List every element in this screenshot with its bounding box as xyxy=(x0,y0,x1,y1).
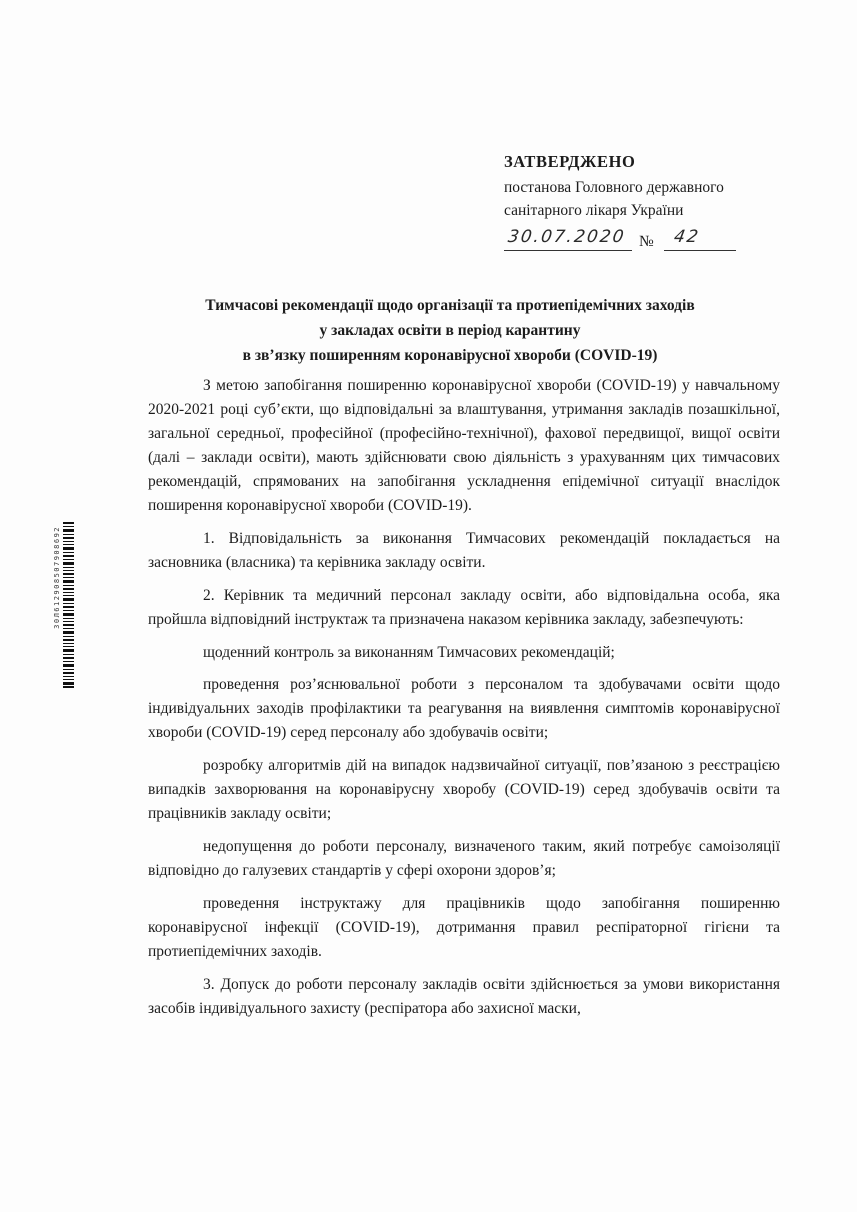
paragraph-2: 2. Керівник та медичний персонал закладу освіти, або відповідальна особа, яка пройшла відповідний інструктаж та призначена наказом керівника закладу, забезпечують: xyxy=(148,587,780,628)
paragraph-2-item-explanatory-work: проведення роз’яснювальної роботи з персоналом та здобувачами освіти щодо індивідуальних заходів профілактики та реагування на виявлення симптомів коронавірусної хвороби (COVID-19) серед персоналу або здобувачів освіти; xyxy=(148,676,780,741)
paragraph-2-item-instruction: проведення інструктажу для працівників щодо запобігання поширенню коронавірусної інфекції (COVID-19), дотримання правил респіраторної гігієни та протиепідемічних заходів. xyxy=(148,895,780,960)
handwritten-number: 42 xyxy=(672,227,702,247)
handwritten-date: 30.07.2020 xyxy=(506,227,627,247)
date-underline xyxy=(504,250,632,251)
approval-title: ЗАТВЕРДЖЕНО xyxy=(504,152,636,171)
document-title xyxy=(120,293,780,368)
title-line-1: Тимчасові рекомендації щодо організації та протиепідемічних заходів xyxy=(205,297,695,314)
paragraph-intro: З метою запобігання поширенню коронавірусної хвороби (COVID-19) у навчальному 2020-2021 році суб’єкти, що відповідальні за влаштування, утримання закладів позашкільної, загальної середньої, професійної (професійно-технічної), фахової передвищої, вищої освіти (далі – заклади освіти), мають здійснювати свою діяльність з урахуванням цих тимчасових рекомендацій, спрямованих на запобігання ускладнення епідемічної ситуації внаслідок поширення коронавірусної хвороби (COVID-19). xyxy=(148,377,780,514)
paragraph-2-item-self-isolation: недопущення до роботи персоналу, визначеного таким, який потребує самоізоляції відповідно до галузевих стандартів у сфері охорони здоров’я; xyxy=(148,838,780,879)
barcode-number: 30Л612908507908692 xyxy=(53,526,61,629)
title-line-3: в зв’язку поширенням коронавірусної хвороби (COVID-19) xyxy=(242,347,658,364)
approval-line-1: постанова Головного державного xyxy=(504,179,724,196)
document-body xyxy=(148,374,780,1030)
approval-block xyxy=(504,150,804,254)
paragraph-1: 1. Відповідальність за виконання Тимчасових рекомендацій покладається на засновника (власника) та керівника закладу освіти. xyxy=(148,530,780,571)
title-line-2: у закладах освіти в період карантину xyxy=(319,322,581,339)
number-underline xyxy=(664,250,736,251)
number-label: № xyxy=(639,233,654,250)
approval-line-2: санітарного лікаря України xyxy=(504,202,684,219)
approval-date-number xyxy=(504,224,804,254)
paragraph-2-item-daily-control: щоденний контроль за виконанням Тимчасових рекомендацій; xyxy=(203,644,615,661)
paragraph-3: 3. Допуск до роботи персоналу закладів освіти здійснюється за умови використання засобів індивідуального захисту (респіратора або захисної маски, xyxy=(148,976,780,1017)
paragraph-2-item-algorithms: розробку алгоритмів дій на випадок надзвичайної ситуації, пов’язаною з реєстрацією випадків захворювання на коронавірусну хворобу (COVID-19) серед здобувачів освіти та працівників закладу освіти; xyxy=(148,757,780,822)
